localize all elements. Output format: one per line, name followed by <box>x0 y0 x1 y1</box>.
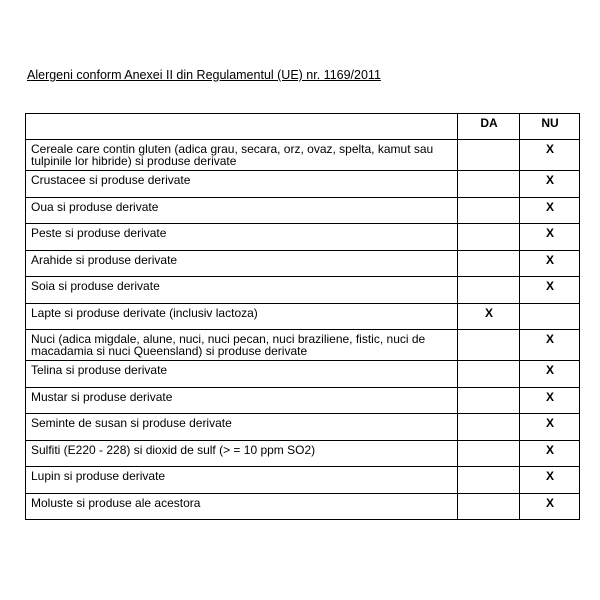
da-mark <box>458 277 520 304</box>
header-nu: NU <box>520 114 580 140</box>
allergen-name: Arahide si produse derivate <box>26 250 458 277</box>
allergen-name: Sulfiti (E220 - 228) si dioxid de sulf (> = 10 ppm SO2) <box>26 440 458 467</box>
nu-mark: X <box>520 440 580 467</box>
nu-mark: X <box>520 250 580 277</box>
da-mark <box>458 171 520 198</box>
table-row <box>26 303 580 330</box>
nu-mark: X <box>520 467 580 494</box>
da-mark <box>458 361 520 388</box>
allergen-name: Telina si produse derivate <box>26 361 458 388</box>
nu-mark: X <box>520 140 580 171</box>
allergen-name: Soia si produse derivate <box>26 277 458 304</box>
allergen-name: Moluste si produse ale acestora <box>26 493 458 520</box>
nu-mark: X <box>520 361 580 388</box>
da-mark <box>458 387 520 414</box>
da-mark <box>458 140 520 171</box>
da-mark <box>458 250 520 277</box>
nu-mark: X <box>520 277 580 304</box>
allergen-name: Crustacee si produse derivate <box>26 171 458 198</box>
allergen-name: Lapte si produse derivate (inclusiv lactoza) <box>26 303 458 330</box>
table-row <box>26 140 580 171</box>
table-row <box>26 440 580 467</box>
allergen-name: Cereale care contin gluten (adica grau, secara, orz, ovaz, spelta, kamut sau tulpinile lor hibride) si produse derivate <box>26 140 458 171</box>
table-row <box>26 361 580 388</box>
da-mark: X <box>458 303 520 330</box>
table-row <box>26 171 580 198</box>
allergen-table <box>25 113 580 520</box>
table-row <box>26 467 580 494</box>
da-mark <box>458 440 520 467</box>
nu-mark: X <box>520 197 580 224</box>
allergen-name: Mustar si produse derivate <box>26 387 458 414</box>
table-row <box>26 224 580 251</box>
document-title: Alergeni conform Anexei II din Regulamentul (UE) nr. 1169/2011 <box>27 68 381 82</box>
nu-mark: X <box>520 414 580 441</box>
da-mark <box>458 224 520 251</box>
nu-mark <box>520 303 580 330</box>
allergen-name: Oua si produse derivate <box>26 197 458 224</box>
da-mark <box>458 414 520 441</box>
allergen-name: Lupin si produse derivate <box>26 467 458 494</box>
da-mark <box>458 493 520 520</box>
table-header-row <box>26 114 580 140</box>
header-name-cell <box>26 114 458 140</box>
nu-mark: X <box>520 171 580 198</box>
header-da: DA <box>458 114 520 140</box>
allergen-name: Peste si produse derivate <box>26 224 458 251</box>
allergen-name: Seminte de susan si produse derivate <box>26 414 458 441</box>
table-row <box>26 414 580 441</box>
nu-mark: X <box>520 330 580 361</box>
nu-mark: X <box>520 224 580 251</box>
table-row <box>26 277 580 304</box>
table-row <box>26 197 580 224</box>
nu-mark: X <box>520 493 580 520</box>
table-row <box>26 250 580 277</box>
nu-mark: X <box>520 387 580 414</box>
table-row <box>26 493 580 520</box>
allergen-name: Nuci (adica migdale, alune, nuci, nuci pecan, nuci braziliene, fistic, nuci de macadamia si nuci Queensland) si produse derivate <box>26 330 458 361</box>
table-row <box>26 330 580 361</box>
table-row <box>26 387 580 414</box>
da-mark <box>458 467 520 494</box>
da-mark <box>458 330 520 361</box>
da-mark <box>458 197 520 224</box>
